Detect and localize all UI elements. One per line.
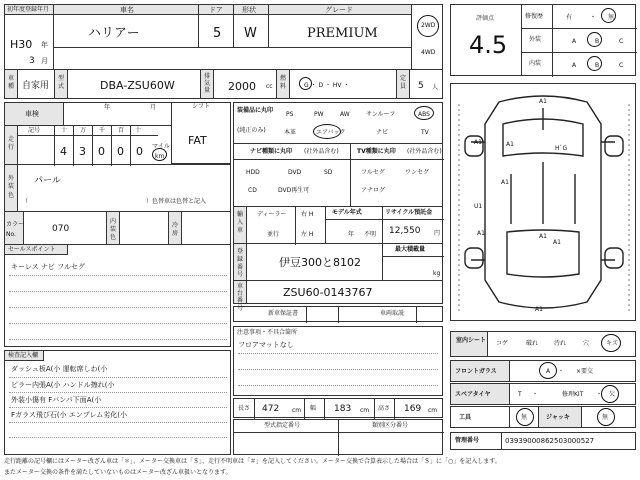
use-value: 自家用 [22,81,50,91]
navi-hdd: HDD [246,169,260,176]
cap-label: 定員 [400,75,407,90]
fuel-options: G ・ D ・ HV ・ [304,82,350,89]
sheet-label-cell [450,331,488,357]
cert-new: 新車保証書 [268,310,299,317]
condition-cell [521,4,636,76]
ext-circle [587,32,602,47]
glass-circle [539,362,557,379]
sheet-hole: 穴 [583,340,590,347]
diag-mark: A1 [474,139,482,146]
mil-km: km [155,153,165,160]
load-unit: kg [433,270,441,277]
disp-cell [213,69,277,99]
model-value: DBA-ZSU60W [100,79,175,92]
cap-cell [409,69,443,99]
shape-cell [233,14,269,48]
disp-label-cell [200,69,214,99]
mil-label-cell [4,125,18,165]
cert-cell [233,306,443,322]
mil-col-code: 記号 [28,127,41,134]
load-label: 最大積載量 [395,246,426,253]
plate-label: 登録番号 [237,248,244,279]
tv-sub: (社外品含む) [407,148,442,155]
interior-cell [119,211,169,245]
interior-label: 内装色 [110,218,117,241]
tv-label: TV種類に丸印 [357,148,396,155]
colno-label: カラーNo. [6,221,25,238]
mil-digit: 4 [60,145,67,158]
door-label: ドア [209,6,223,14]
navi-sub: (社外品含む) [304,148,339,155]
glass-a: A [546,368,551,375]
repair-no: 無 [608,14,615,21]
jack-label: ジャッキ [546,414,570,421]
use-cell [17,69,55,99]
shape-value: W [244,26,257,41]
glass-cell [509,360,636,382]
ext-paren: （ [22,198,29,205]
mil-mile: マイル [152,143,170,150]
kind-label-cell [4,69,18,99]
ext-label-cell [4,164,18,212]
equip-leather: 本革 [284,129,297,136]
mil-cell [17,125,172,165]
spare-kit: 修理KIT [562,391,584,398]
cap-unit: 人 [432,84,439,91]
mil-col-ichi: 十 [135,127,142,134]
spare-t: T [518,391,522,398]
diag-mark: A1 [501,179,509,186]
note-line: 外装小傷有 Fバンパ下面A(小 [11,396,102,404]
drive-4wd: 4WD [421,49,436,56]
sheet-stain: 汚れ [554,340,567,347]
navi-cd: CD [248,187,257,194]
points-text: キーレス ナビ フルセグ [11,263,85,271]
ext-cell [17,164,231,212]
tool-label: 工具 [459,414,472,421]
diag-mark: A1 [539,98,547,105]
int-grade-a: A [572,62,577,69]
inspect-month: 月 [150,104,157,111]
diag-mark: U1 [474,203,483,210]
drive-2wd: 2WD [421,22,436,29]
equip-pw: PW [314,111,324,118]
recycle-value: 12,550 [389,226,421,236]
navi-dvd: DVD [288,169,302,176]
diag-mark: H`G [555,145,568,152]
load-cell [382,243,443,281]
dims-width: 183 [334,404,352,414]
recycle-cell [382,206,443,244]
ac-label: 冷房 [172,222,179,237]
repair-dot: ・ [590,14,597,21]
points-cell [4,244,231,347]
equip-sunroof: サンルーフ [366,111,396,118]
typedesig-class: 類別区分番号 [372,422,409,429]
spare-circle [601,385,619,403]
cap-value: 5 [418,81,424,91]
equip-navi: ナビ [376,129,389,136]
sheet-burn: コゲ [496,340,509,347]
mgmt-cell [501,432,636,450]
glass-label-cell [450,360,510,382]
modelyear-cell [325,206,383,244]
tool-circle [516,408,534,426]
score-value: 4.5 [469,31,508,59]
mil-digit: 0 [98,145,105,158]
equip-sub: (純正のみ) [237,127,266,134]
import-parallel: 並行 [267,231,280,238]
spare-label: スペアタイヤ [455,391,491,398]
points-label: セールスポイント [8,246,56,253]
ext-grade-c: C [619,38,624,45]
footer-line1: 走行距離の記号欄にはメーター改ざん車は「＊」、メーター交換車は「＄」、走行不明車は「＃」を記入してください。メーター交換で合算表示した場合は「＄」に「○」を記入します。 [4,458,501,465]
typedesig-label: 型式指定番号 [264,422,301,429]
disp-unit: cc [266,83,273,90]
glass-label: フロントガラス [455,368,497,375]
chassis-label-cell [233,280,247,312]
mgmt-value: 0393900086250300052​7 [505,437,595,445]
type-label-cell [54,69,68,99]
import-cell [246,206,326,244]
cert-manual: 車両取説 [380,310,405,317]
interior-label-cell [106,211,120,245]
navi-label: ナビ種類に丸印 [250,148,293,155]
fuel-label-cell [276,69,290,99]
repair-yes: 有 [566,14,573,21]
notes-cell [4,350,231,455]
diag-mark: A1 [535,306,543,313]
navi-cell [233,143,351,207]
typedesig-cell [233,419,443,455]
equip-airbag: エアバック [316,129,346,136]
jack-no: 無 [602,414,609,421]
mgmt-label-cell [450,432,502,450]
equip-ps: PS [286,111,294,118]
colno-label-cell [4,211,24,245]
attn-text: フロアマットなし [238,341,294,349]
recycle-label: リサイクル預託金 [385,209,433,216]
int-grade-c: C [619,62,624,69]
colno-value: 070 [52,224,70,234]
equip-aw: AW [340,111,350,118]
ext-color: パール [34,176,61,186]
plate-label-cell [233,243,247,281]
note-line: ダッシュ板A(小 運転席しわ(小 [11,365,108,373]
diag-mark: A1 [539,233,547,240]
dims-height-unit: cm [428,407,438,414]
import-dealer: ディーラー [257,211,287,218]
dims-length-unit: cm [292,407,302,414]
glass-sep: ・ [558,368,565,375]
drive-cell [411,4,443,70]
scratch-circle [601,334,621,352]
ac-label-cell [168,211,182,245]
spare-missing: 欠 [609,391,616,398]
int-circle [587,56,602,71]
shift-value: FAT [188,134,207,147]
reg-month-unit: 月 [41,57,48,65]
dims-length: 472 [262,404,280,414]
dims-width-label: 幅 [310,405,317,412]
spare-cell: T ・ 修理KIT ・ 欠 [509,383,636,405]
import-right: 右 H [301,211,314,218]
mil-col-hyaku: 百 [118,127,125,134]
sheet-label: 室内シート [456,337,487,344]
recycle-unit: 円 [434,230,441,237]
inspect-label: 車検 [25,110,39,118]
shape-label: 形状 [242,6,256,14]
fuel-label: 燃料 [280,75,287,90]
inspect-cell [63,102,172,126]
mil-col-10k: 十 [61,127,68,134]
ext-grade-b: B [595,38,600,45]
colno-cell [23,211,107,245]
modelyear-year: 年 [348,231,355,238]
plate-cell [246,243,383,281]
glass-replace: ×要交 [576,368,594,375]
ext-label: 外装色 [8,175,15,199]
equip-tv: TV [421,129,429,136]
import-label-cell [233,206,247,244]
attn-cell [233,326,443,396]
inspect-label-cell [4,102,64,126]
exterior-label: 外装 [529,36,542,43]
repair-label: 修復歴 [525,13,544,20]
jack-circle [597,408,615,426]
sheet-scratch: キズ [606,340,618,347]
score-cell [450,4,522,76]
grade-value: PREMIUM [307,26,378,41]
mil-digit: 0 [136,145,143,158]
kind-label: 車種 [8,75,15,90]
shift-cell [171,102,231,164]
ext-grade-a: A [572,38,577,45]
model-cell [67,69,201,99]
chassis-label: 車台番号 [237,283,244,312]
attn-label: 注意事項・不具合箇所 [237,329,298,336]
tv-cell [350,143,443,207]
sheet-tear: 破れ [526,340,539,347]
shift-label: シフト [192,103,211,110]
points-label-cell [4,244,68,255]
spare-label-cell [450,383,510,405]
car-name: ハリアー [88,26,140,41]
doors-value: 5 [213,26,222,41]
type-label: 型式 [58,75,65,90]
diag-mark: A1 [553,239,561,246]
ac-cell [181,211,231,245]
diag-mark: A1 [477,230,485,237]
modelyear-unknown: 不明 [364,231,377,238]
dims-length-label: 長さ [238,405,251,412]
dims-cell [233,398,443,418]
reg-value-cell [4,14,54,70]
mil-digit: 0 [117,145,124,158]
reg-month: 3 [29,56,35,66]
airbag-circle [313,124,341,139]
notes-label-cell [4,350,44,361]
disp-value: 2000 [228,80,256,93]
abs-circle [414,106,434,120]
tv-analog: アナログ [361,187,386,194]
car-diagram [450,83,636,321]
tool-label-cell [450,406,510,428]
cap-label-cell [396,69,410,99]
equip-cell [233,102,443,144]
notes-label: 検査記入欄 [8,352,39,359]
disp-label: 排気量 [204,73,211,95]
km-circle [152,148,167,161]
chassis-value: ZSU60-0143767 [283,286,373,299]
reg-era: H30 [10,38,33,51]
navi-sd: SD [324,169,333,176]
doors-cell [198,14,234,48]
import-left: 左 H [301,231,314,238]
tv-oneseg: ワンセグ [405,169,430,176]
repair-circle [601,8,616,23]
chassis-cell [246,280,443,304]
name-label: 車名 [120,6,134,14]
note-line: Fガラス飛び石(小 エンブレム劣化(小 [11,411,127,419]
ext-note: ）色替車は色替と記入 [146,198,207,205]
dims-width-unit: cm [360,407,370,414]
mil-col-sen: 千 [99,127,106,134]
grade-cell [268,14,412,48]
reg-year-unit: 年 [41,41,48,49]
diag-mark: A1 [506,141,514,148]
dims-height-label: 高さ [378,405,391,412]
mil-digit: 3 [79,145,86,158]
int-grade-b: B [595,62,600,69]
mil-label: 走行 [8,136,15,152]
tv-fullseg: フルセグ [361,169,385,176]
interior-grade-label: 内装 [529,60,542,67]
jack-label-cell [538,406,582,428]
tool-no: 無 [521,414,528,421]
dims-height: 169 [404,404,422,414]
mgmt-label: 管理番号 [455,437,480,444]
modelyear-label: モデル年式 [332,209,362,216]
inspect-year: 年 [104,104,111,111]
note-line: ピラー内張A(小 ハンドル擦れ(小 [11,381,115,389]
score-label: 評価点 [476,15,495,22]
equip-label: 装備品に丸印 [237,107,274,114]
mil-col-man: 万 [80,127,87,134]
grade-label: グレード [325,6,353,14]
import-label: 輸入車 [237,211,244,234]
fuel-circle [299,77,312,90]
reg-label: 初年度登録年月 [7,6,50,13]
plate-value: 伊豆300と8102 [279,256,361,269]
equip-abs: ABS [418,111,430,118]
navi-dvdplay: DVD再生可 [278,187,310,194]
car-name-cell [53,14,199,48]
footer-line2: またメーター交換の条件を満たしていないものはメーター改ざん車扱いとなります。 [4,469,232,476]
